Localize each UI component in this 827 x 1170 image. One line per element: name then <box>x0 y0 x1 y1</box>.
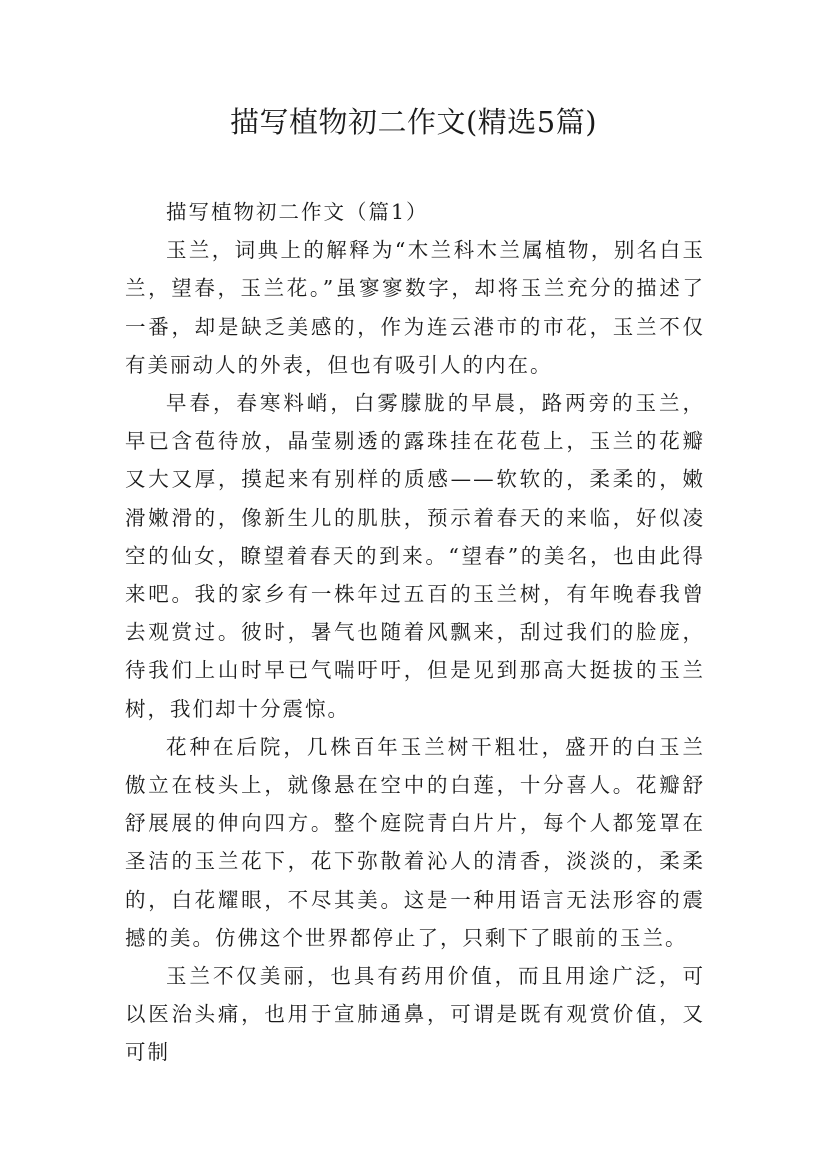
section-heading: 描写植物初二作文（篇1） <box>166 200 429 224</box>
paragraph-3: 花种在后院，几株百年玉兰树干粗壮，盛开的白玉兰傲立在枝头上，就像悬在空中的白莲，十分喜人。花瓣舒舒展展的伸向四方。整个庭院青白片片，每个人都笼罩在圣洁的玉兰花下，花下弥散着沁人的清香，淡淡的，柔柔的，白花耀眼，不尽其美。这是一种用语言无法形容的震撼的美。仿佛这个世界都停止了，只剩下了眼前的玉兰。 <box>125 734 705 950</box>
paragraph-1: 玉兰，词典上的解释为“木兰科木兰属植物，别名白玉兰，望春，玉兰花。”虽寥寥数字，却将玉兰充分的描述了一番，却是缺乏美感的，作为连云港市的市花，玉兰不仅有美丽动人的外表，但也有吸引人的内在。 <box>125 238 705 377</box>
paragraph-2: 早春，春寒料峭，白雾朦胧的早晨，路两旁的玉兰，早已含苞待放，晶莹剔透的露珠挂在花苞上，玉兰的花瓣又大又厚，摸起来有别样的质感——软软的，柔柔的，嫩滑嫩滑的，像新生儿的肌肤，预示着春天的来临，好似凌空的仙女，瞭望着春天的到来。“望春”的美名，也由此得来吧。我的家乡有一株年过五百的玉兰树，有年晚春我曾去观赏过。彼时，暑气也随着风飘来，刮过我们的脸庞，待我们上山时早已气喘吁吁，但是见到那高大挺拔的玉兰树，我们却十分震惊。 <box>125 391 705 721</box>
document-body <box>125 193 705 1072</box>
document-title: 描写植物初二作文(精选5篇) <box>229 105 598 139</box>
paragraph-4: 玉兰不仅美丽，也具有药用价值，而且用途广泛，可以医治头痛，也用于宣肺通鼻，可谓是既有观赏价值，又可制 <box>125 964 705 1065</box>
